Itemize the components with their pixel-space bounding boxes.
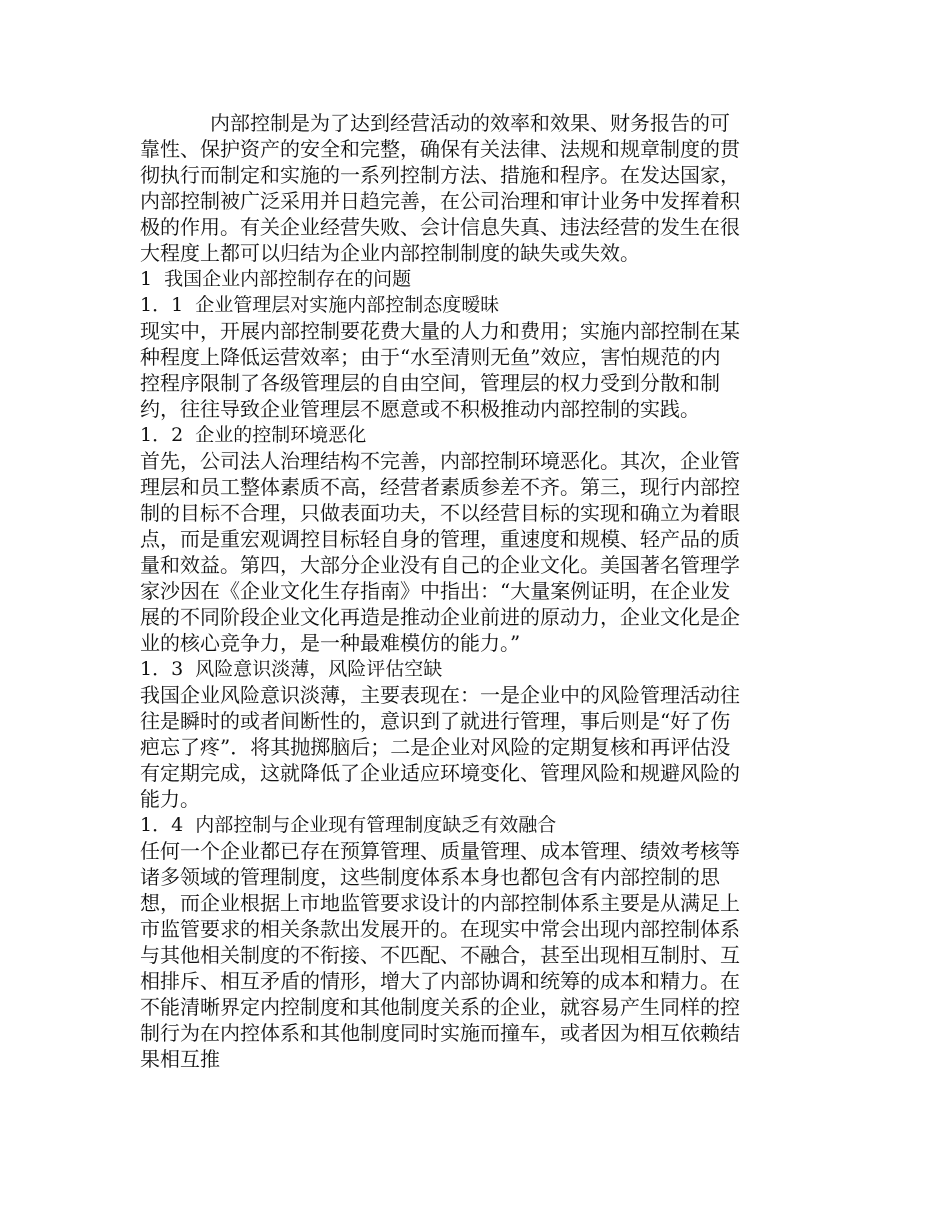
subsection-body-1-4: 任何一个企业都已存在预算管理、质量管理、成本管理、绩效考核等诸多领域的管理制度，这些制度体系本身也都包含有内部控制的思想，而企业根据上市地监管要求设计的内部控制体系主要是从满足上市监管要求的相关条款出发展开的。在现实中常会出现内部控制体系与其他相关制度的不衔接、不匹配、不融合，甚至出现相互制肘、互相排斥、相互矛盾的情形，增大了内部协调和统筹的成本和精力。在不能清晰界定内控制度和其他制度关系的企业，就容易产生同样的控制行为在内控体系和其他制度同时实施而撞车，或者因为相互依赖结果相互推 (140, 839, 740, 1071)
document-page (140, 110, 740, 1072)
subsection-heading-1-2: 1．2 企业的控制环境恶化 (140, 424, 367, 446)
subsection-heading-1-4: 1．4 内部控制与企业现有管理制度缺乏有效融合 (140, 814, 557, 836)
subsection-body-1-2: 首先，公司法人治理结构不完善，内部控制环境恶化。其次，企业管理层和员工整体素质不高，经营者素质参差不齐。第三，现行内部控制的目标不合理，只做表面功夫，不以经营目标的实现和确立为着眼点，而是重宏观调控目标轻自身的管理，重速度和规模、轻产品的质量和效益。第四，大部分企业没有自己的企业文化。美国著名管理学家沙因在《企业文化生存指南》中指出：“大量案例证明，在企业发展的不同阶段企业文化再造是推动企业前进的原动力，企业文化是企业的核心竞争力，是一种最难模仿的能力。” (140, 449, 740, 655)
intro-paragraph: 内部控制是为了达到经营活动的效率和效果、财务报告的可靠性、保护资产的安全和完整，确保有关法律、法规和规章制度的贯彻执行而制定和实施的一系列控制方法、措施和程序。在发达国家，内部控制被广泛采用并日趋完善，在公司治理和审计业务中发挥着积极的作用。有关企业经营失败、会计信息失真、违法经营的发生在很大程度上都可以归结为企业内部控制制度的缺失或失效。 (140, 111, 740, 265)
subsection-heading-1-3: 1．3 风险意识淡薄，风险评估空缺 (140, 658, 443, 680)
subsection-body-1-1: 现实中，开展内部控制要花费大量的人力和费用；实施内部控制在某种程度上降低运营效率；由于“水至清则无鱼”效应，害怕规范的内控程序限制了各级管理层的自由空间，管理层的权力受到分散和制约，往往导致企业管理层不愿意或不积极推动内部控制的实践。 (140, 319, 740, 421)
section-heading-1: 1 我国企业内部控制存在的问题 (140, 268, 412, 290)
subsection-body-1-3: 我国企业风险意识淡薄，主要表现在：一是企业中的风险管理活动往往是瞬时的或者间断性的，意识到了就进行管理，事后则是“好了伤疤忘了疼”．将其抛掷脑后；二是企业对风险的定期复核和再评估没有定期完成，这就降低了企业适应环境变化、管理风险和规避风险的能力。 (140, 683, 740, 811)
subsection-heading-1-1: 1．1 企业管理层对实施内部控制态度暧昧 (140, 294, 500, 316)
